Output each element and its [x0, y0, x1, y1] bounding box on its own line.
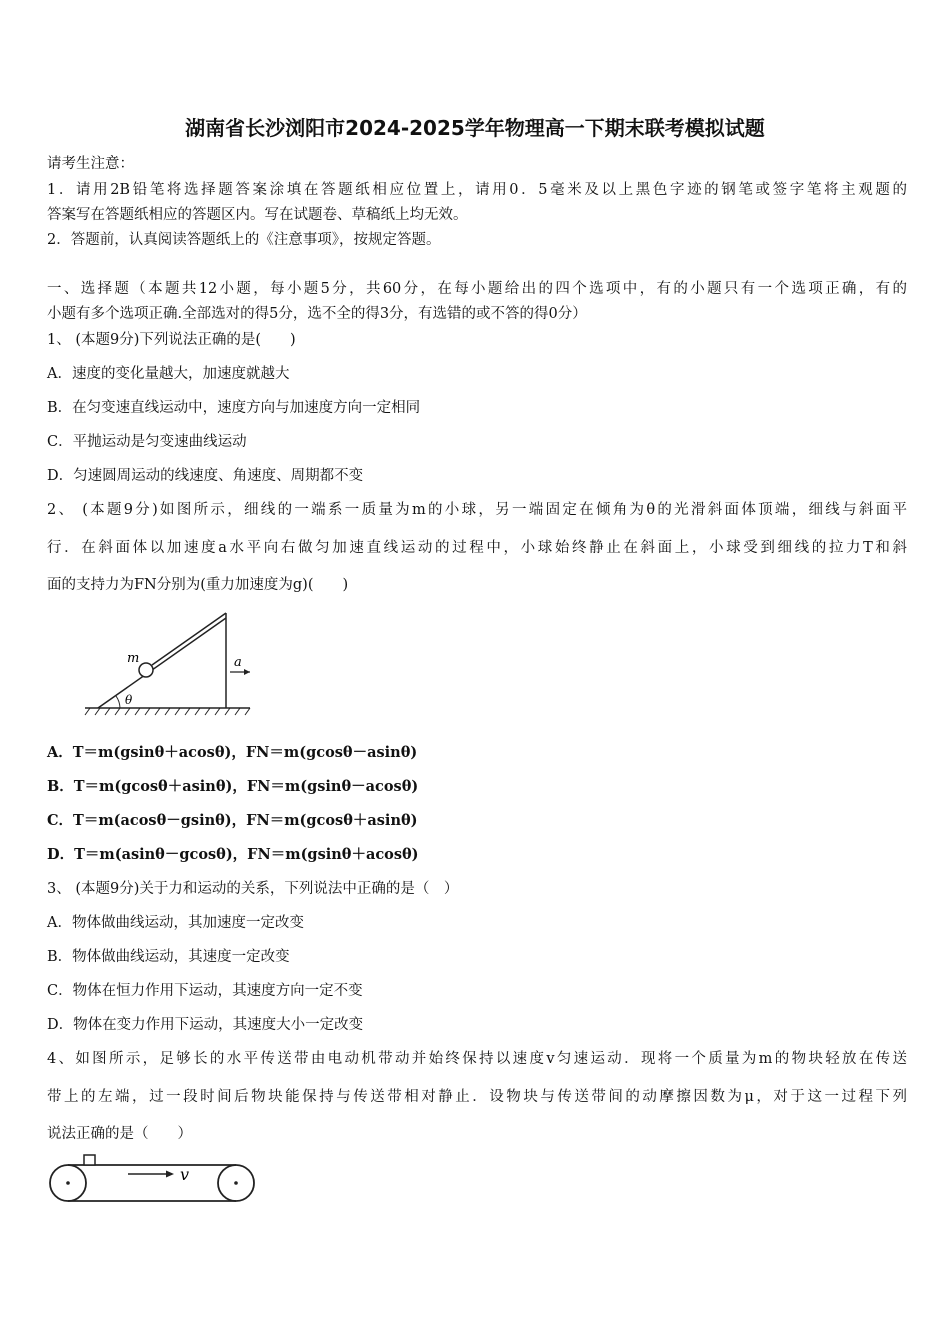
q3-option-c: C．物体在恒力作用下运动，其速度方向一定不变 — [47, 983, 363, 999]
q3-option-d: D．物体在变力作用下运动，其速度大小一定改变 — [47, 1017, 364, 1033]
section-heading-1: 一、选择题（本题共12小题，每小题5分，共60分，在每小题给出的四个选项中，有的小题只有一个选项正确，有的 — [47, 281, 907, 297]
ball — [139, 663, 153, 677]
q2-option-a: A．T＝m(gsinθ＋acosθ)，FN＝m(gcosθ－asinθ) — [47, 744, 418, 761]
conveyor-figure — [44, 1150, 260, 1206]
notice-item-1b: 答案写在答题纸相应的答题区内。写在试题卷、草稿纸上均无效。 — [47, 207, 468, 223]
q3-stem: 3、 (本题9分)关于力和运动的关系，下列说法中正确的是（ ） — [47, 881, 459, 897]
q2-option-d: D．T＝m(asinθ－gcosθ)，FN＝m(gsinθ＋acosθ) — [47, 846, 419, 863]
q2-stem-1: 2、 (本题9分)如图所示，细线的一端系一质量为m的小球，另一端固定在倾角为θ的光滑斜面体顶端，细线与斜面平 — [47, 502, 907, 518]
section-heading-2: 小题有多个选项正确.全部选对的得5分，选不全的得3分，有选错的或不答的得0分） — [47, 306, 587, 322]
notice-item-2: 2．答题前，认真阅读答题纸上的《注意事项》，按规定答题。 — [47, 232, 441, 248]
incline-surface — [98, 618, 226, 708]
q1-stem: 1、 (本题9分)下列说法正确的是( ) — [47, 332, 296, 348]
velocity-label: v — [180, 1165, 190, 1184]
page-title: 湖南省长沙浏阳市2024-2025学年物理高一下期末联考模拟试题 — [185, 116, 765, 140]
block — [84, 1155, 95, 1165]
q1-option-b: B．在匀变速直线运动中，速度方向与加速度方向一定相同 — [47, 400, 421, 416]
arrow-head — [244, 669, 250, 675]
mass-label: m — [127, 651, 140, 666]
notice-item-1a: 1．请用2B铅笔将选择题答案涂填在答题纸相应位置上，请用0．5毫米及以上黑色字迹的钢笔或签字笔将主观题的 — [47, 182, 907, 198]
incline-figure — [80, 608, 260, 723]
q2-stem-2: 行．在斜面体以加速度a水平向右做匀加速直线运动的过程中，小球始终静止在斜面上，小球受到细线的拉力T和斜 — [47, 540, 907, 556]
q4-stem-2: 带上的左端，过一段时间后物块能保持与传送带相对静止．设物块与传送带间的动摩擦因数为μ，对于这一过程下列 — [47, 1089, 907, 1105]
q1-option-c: C．平抛运动是匀变速曲线运动 — [47, 434, 247, 450]
q3-option-b: B．物体做曲线运动，其速度一定改变 — [47, 949, 290, 965]
accel-label: a — [234, 655, 242, 670]
q2-option-c: C．T＝m(acosθ－gsinθ)，FN＝m(gcosθ＋asinθ) — [47, 812, 418, 829]
ground-hatching — [85, 708, 250, 715]
q3-option-a: A．物体做曲线运动，其加速度一定改变 — [47, 915, 304, 931]
string-line — [152, 613, 226, 665]
angle-label: θ — [125, 693, 133, 707]
left-pulley-axle — [66, 1181, 70, 1185]
q4-stem-3: 说法正确的是（ ） — [47, 1126, 192, 1142]
q1-option-d: D．匀速圆周运动的线速度、角速度、周期都不变 — [47, 468, 364, 484]
q2-option-b: B．T＝m(gcosθ＋asinθ)，FN＝m(gsinθ－acosθ) — [47, 778, 419, 795]
angle-arc — [116, 696, 120, 708]
right-pulley-axle — [234, 1181, 238, 1185]
q4-stem-1: 4、如图所示，足够长的水平传送带由电动机带动并始终保持以速度v匀速运动．现将一个质量为m的物块轻放在传送 — [47, 1051, 907, 1067]
notice-heading: 请考生注意： — [47, 156, 134, 172]
q1-option-a: A．速度的变化量越大，加速度就越大 — [47, 366, 290, 382]
velocity-arrow-head — [166, 1171, 174, 1178]
q2-stem-3: 面的支持力为FN分别为(重力加速度为g)( ) — [47, 577, 349, 593]
